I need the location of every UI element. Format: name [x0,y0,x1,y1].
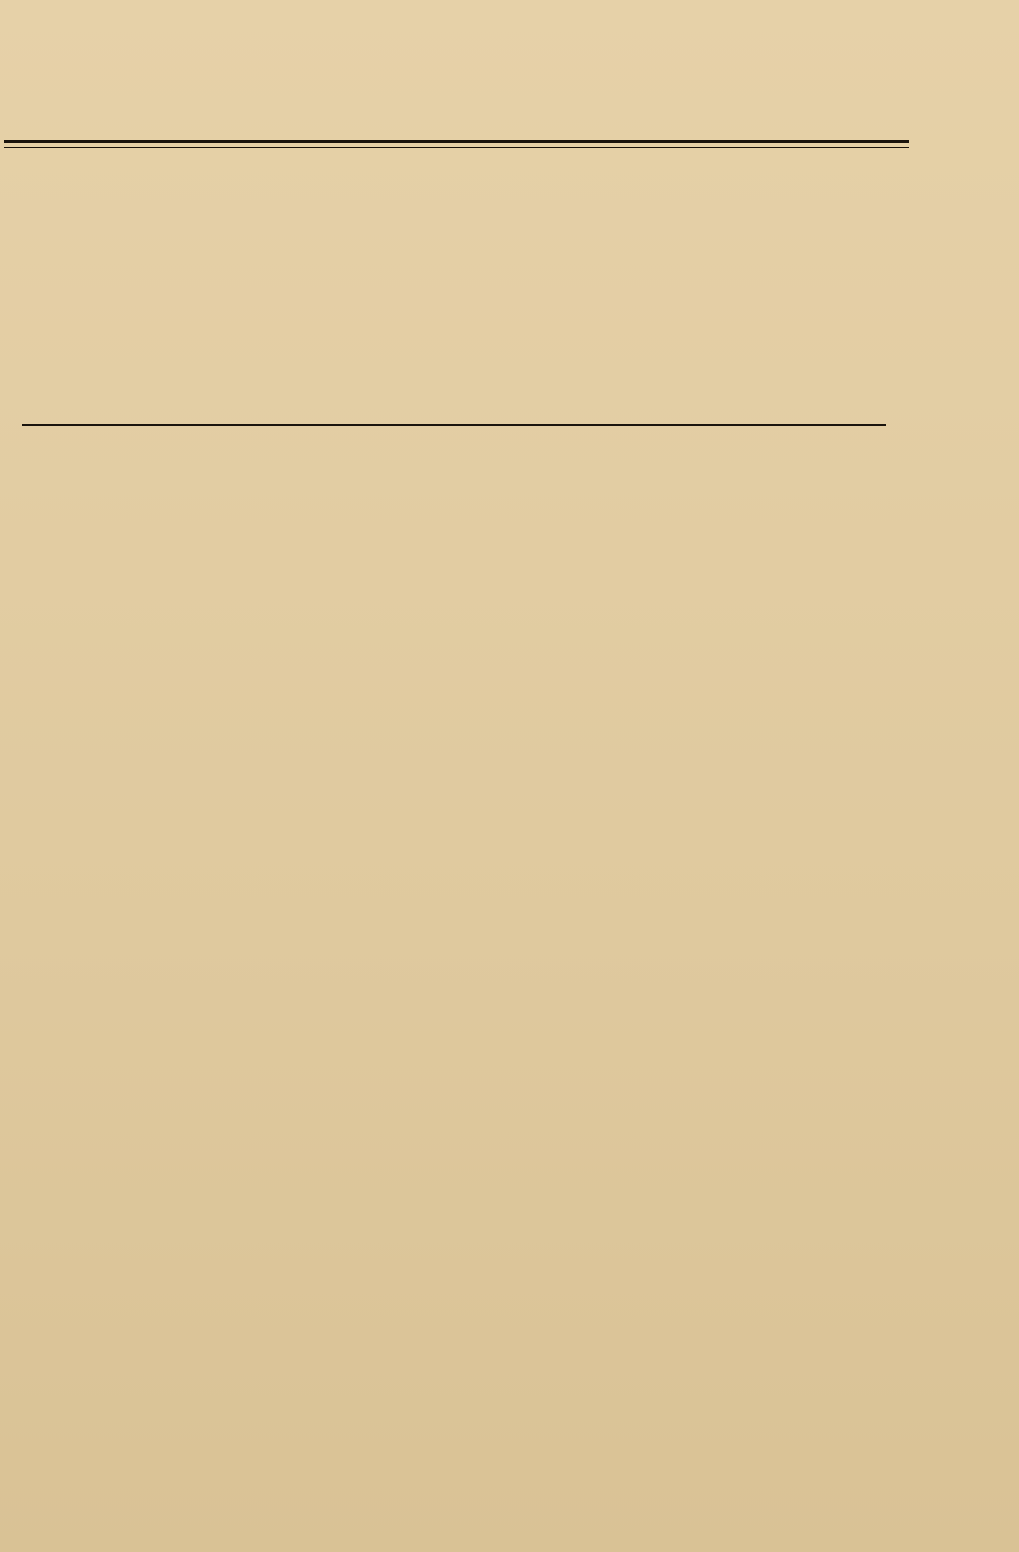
header-c15 [730,212,762,414]
top-rule [4,140,909,143]
header-c12 [610,184,642,414]
header-bottom-rule [22,424,886,426]
header-c18 [850,212,882,414]
header-c4 [337,200,369,414]
top-rule-thin [4,147,909,148]
header-c11 [567,150,599,414]
